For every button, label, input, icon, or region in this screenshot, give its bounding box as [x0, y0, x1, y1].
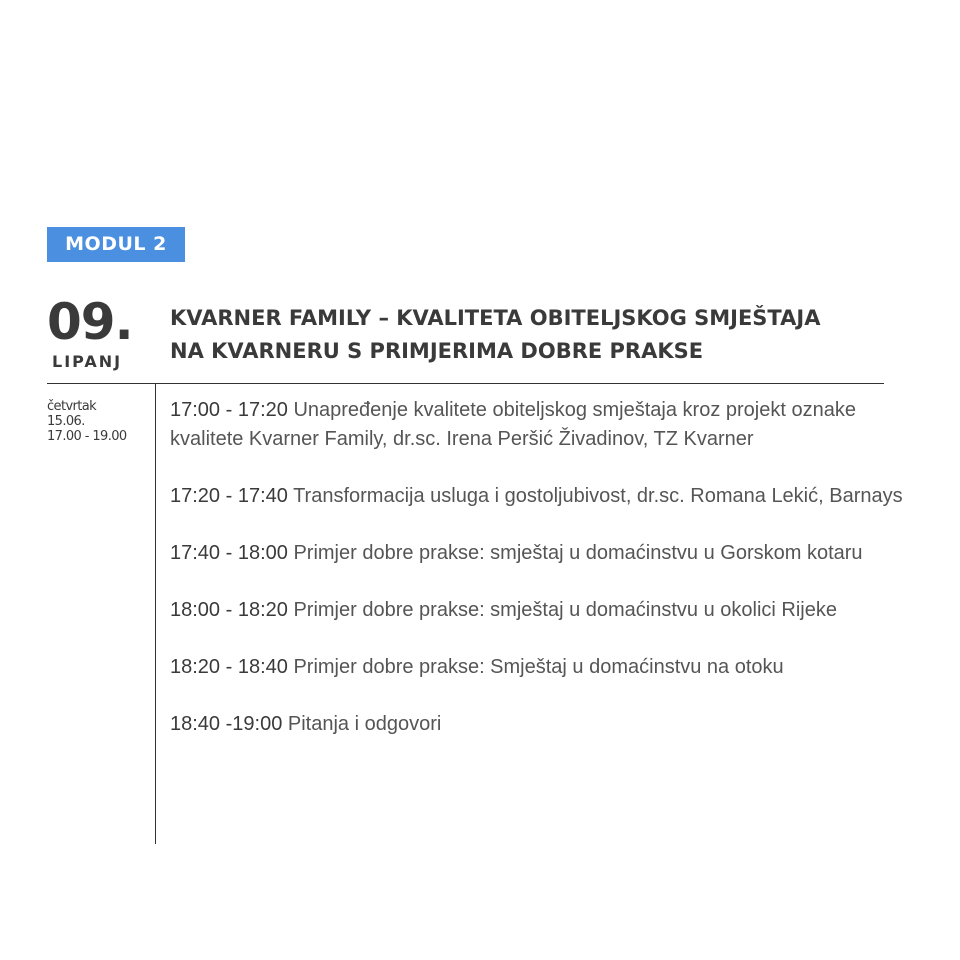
session-date: 15.06.	[47, 414, 85, 429]
agenda-item	[170, 539, 930, 568]
agenda-item	[170, 653, 930, 682]
agenda-item-text: Primjer dobre prakse: smještaj u domaćinstvu u okolici Rijeke	[293, 599, 837, 621]
module-badge: MODUL 2	[47, 227, 185, 262]
agenda-item-time: 17:00 - 17:20	[170, 399, 288, 421]
vertical-divider	[155, 383, 156, 844]
agenda-item-text: Primjer dobre prakse: smještaj u domaćinstvu u Gorskom kotaru	[293, 542, 863, 564]
agenda-item-time: 18:40 -19:00	[170, 713, 283, 735]
agenda-item-time: 17:20 - 17:40	[170, 485, 288, 507]
agenda-item	[170, 596, 930, 625]
date-month: LIPANJ	[52, 352, 123, 371]
session-meta	[47, 399, 151, 444]
agenda-list	[170, 396, 930, 767]
agenda-item	[170, 482, 930, 511]
session-hours: 17.00 - 19.00	[47, 429, 127, 444]
agenda-item-text: Transformacija usluga i gostoljubivost, dr.sc. Romana Lekić, Barnays	[293, 485, 903, 507]
session-title-line-1: KVARNER FAMILY – KVALITETA OBITELJSKOG SMJEŠTAJA	[170, 306, 821, 330]
agenda-item-text: Unapređenje kvalitete obiteljskog smještaja kroz projekt oznake kvalitete Kvarner Family, dr.sc. Irena Peršić Živadinov, TZ Kvarner	[170, 399, 856, 450]
agenda-item-text: Pitanja i odgovori	[287, 713, 442, 735]
horizontal-divider	[47, 383, 884, 384]
session-weekday: četvrtak	[47, 399, 97, 414]
agenda-item-text: Primjer dobre prakse: Smještaj u domaćinstvu na otoku	[293, 656, 784, 678]
agenda-item	[170, 710, 930, 739]
session-title-line-2: NA KVARNERU S PRIMJERIMA DOBRE PRAKSE	[170, 339, 704, 363]
agenda-item-time: 18:00 - 18:20	[170, 599, 288, 621]
agenda-item	[170, 396, 930, 454]
session-title	[170, 302, 915, 368]
agenda-item-time: 18:20 - 18:40	[170, 656, 288, 678]
agenda-item-time: 17:40 - 18:00	[170, 542, 288, 564]
date-day: 09.	[47, 293, 133, 351]
